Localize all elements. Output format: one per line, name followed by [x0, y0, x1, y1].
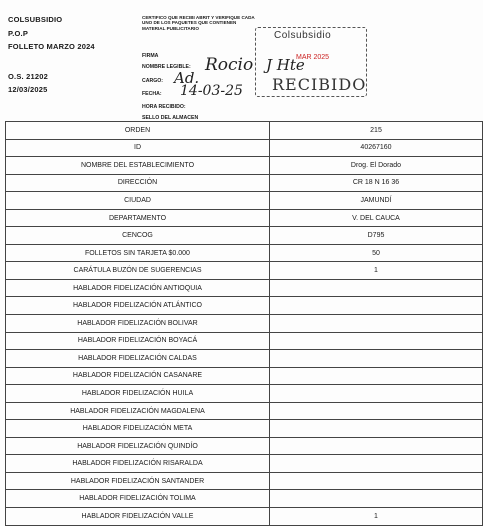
row-label: DIRECCIÓN [6, 174, 270, 192]
row-label: HABLADOR FIDELIZACIÓN BOLIVAR [6, 315, 270, 333]
row-label: HABLADOR FIDELIZACIÓN ATLÁNTICO [6, 297, 270, 315]
table-row [6, 157, 483, 175]
row-label: DEPARTAMENTO [6, 209, 270, 227]
order-service-number: O.S. 21202 [8, 72, 48, 81]
document-date: 12/03/2025 [8, 85, 48, 94]
row-value [270, 279, 483, 297]
row-value [270, 367, 483, 385]
pop-label: P.O.P [8, 29, 29, 38]
row-value [270, 297, 483, 315]
handwritten-name: Rocio [205, 55, 254, 75]
handwritten-signature: J Hte [266, 56, 305, 74]
table-row [6, 244, 483, 262]
cargo-label: CARGO: [142, 78, 164, 84]
row-label: HABLADOR FIDELIZACIÓN CASANARE [6, 367, 270, 385]
table-row [6, 490, 483, 508]
table-row [6, 508, 483, 526]
row-value: 1 [270, 262, 483, 280]
row-value [270, 420, 483, 438]
row-value [270, 437, 483, 455]
stamp-date: MAR 2025 [296, 54, 330, 61]
stamp-brand: Colsubsidio [274, 30, 332, 41]
table-row [6, 315, 483, 333]
row-value [270, 315, 483, 333]
row-label: ORDEN [6, 122, 270, 140]
row-value: CR 18 N 16 36 [270, 174, 483, 192]
table-row [6, 455, 483, 473]
row-label: HABLADOR FIDELIZACIÓN MAGDALENA [6, 402, 270, 420]
table-row [6, 174, 483, 192]
fecha-label: FECHA: [142, 91, 162, 97]
table-row [6, 472, 483, 490]
company-name: COLSUBSIDIO [8, 15, 63, 24]
row-value: JAMUNDÍ [270, 192, 483, 210]
row-value: V. DEL CAUCA [270, 209, 483, 227]
sello-label: SELLO DEL ALMACEN [142, 115, 199, 121]
certification-text: CERTIFICO QUE RECIBI ABRIT Y VERIFIQUE CADA UNO DE LOS PAQUETES QUE CONTIENEN MATERIAL PUBLICITARIO [142, 15, 255, 31]
row-value [270, 385, 483, 403]
firma-label: FIRMA [142, 53, 159, 59]
nombre-label: NOMBRE LEGIBLE: [142, 64, 191, 70]
row-label: HABLADOR FIDELIZACIÓN SANTANDER [6, 472, 270, 490]
row-value [270, 472, 483, 490]
hora-recibido-label: HORA RECIBIDO: [142, 104, 186, 110]
row-label: NOMBRE DEL ESTABLECIMIENTO [6, 157, 270, 175]
row-value [270, 350, 483, 368]
row-value: 50 [270, 244, 483, 262]
table-row [6, 192, 483, 210]
handwritten-date: 14-03-25 [180, 83, 243, 99]
row-value: 1 [270, 508, 483, 526]
row-label: HABLADOR FIDELIZACIÓN RISARALDA [6, 455, 270, 473]
table-row [6, 122, 483, 140]
row-label: CENCOG [6, 227, 270, 245]
row-value: 215 [270, 122, 483, 140]
row-label: HABLADOR FIDELIZACIÓN BOYACÁ [6, 332, 270, 350]
stamp-received: RECIBIDO [272, 75, 367, 94]
table-row [6, 367, 483, 385]
table-row [6, 350, 483, 368]
row-label: FOLLETOS SIN TARJETA $0.000 [6, 244, 270, 262]
row-label: CIUDAD [6, 192, 270, 210]
row-label: HABLADOR FIDELIZACIÓN TOLIMA [6, 490, 270, 508]
row-label: HABLADOR FIDELIZACIÓN META [6, 420, 270, 438]
row-value [270, 332, 483, 350]
table-row [6, 262, 483, 280]
row-label: CARÁTULA BUZÓN DE SUGERENCIAS [6, 262, 270, 280]
table-row [6, 139, 483, 157]
delivery-table [5, 121, 483, 526]
row-value [270, 490, 483, 508]
table-row [6, 209, 483, 227]
table-row [6, 227, 483, 245]
table-row [6, 437, 483, 455]
row-label: HABLADOR FIDELIZACIÓN VALLE [6, 508, 270, 526]
row-label: HABLADOR FIDELIZACIÓN ANTIOQUIA [6, 279, 270, 297]
row-value: D795 [270, 227, 483, 245]
row-label: HABLADOR FIDELIZACIÓN QUINDÍO [6, 437, 270, 455]
table-row [6, 420, 483, 438]
row-value: Drog. El Dorado [270, 157, 483, 175]
folleto-label: FOLLETO MARZO 2024 [8, 42, 95, 51]
table-row [6, 279, 483, 297]
table-row [6, 385, 483, 403]
row-value [270, 402, 483, 420]
row-label: HABLADOR FIDELIZACIÓN CALDAS [6, 350, 270, 368]
table-row [6, 402, 483, 420]
row-label: HABLADOR FIDELIZACIÓN HUILA [6, 385, 270, 403]
row-value: 40267160 [270, 139, 483, 157]
table-row [6, 297, 483, 315]
received-stamp [255, 27, 367, 97]
table-row [6, 332, 483, 350]
row-label: ID [6, 139, 270, 157]
handwritten-cargo: Ad. [174, 69, 200, 87]
row-value [270, 455, 483, 473]
